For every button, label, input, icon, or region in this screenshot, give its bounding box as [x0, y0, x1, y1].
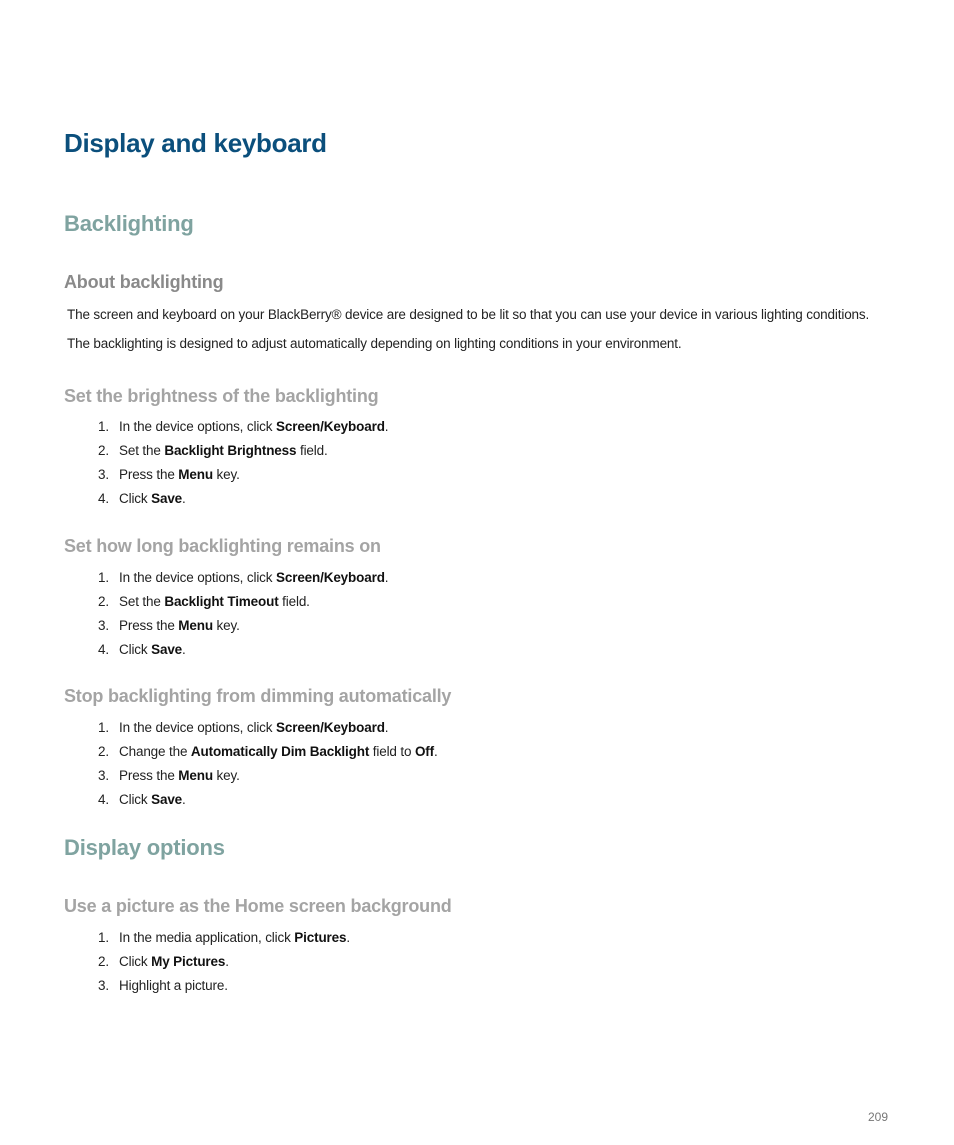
step-item — [64, 566, 388, 590]
step-number: 2. — [98, 744, 109, 759]
step-bold-term: Menu — [178, 618, 213, 633]
subheading-about-backlighting: About backlighting — [64, 272, 224, 292]
step-text-end: . — [182, 792, 186, 807]
step-bold-term: Menu — [178, 768, 213, 783]
step-text: Press the — [119, 618, 179, 633]
step-item — [64, 439, 388, 463]
step-text: Set the — [119, 443, 165, 458]
step-item — [64, 716, 438, 740]
step-number: 2. — [98, 954, 109, 969]
step-text-end: field. — [296, 443, 328, 458]
step-item — [64, 487, 388, 511]
section-heading-backlighting: Backlighting — [64, 211, 194, 236]
about-paragraph-1: The screen and keyboard on your BlackBerry® device are designed to be lit so that you can use your device in various lighting conditions. — [67, 307, 870, 322]
step-number: 3. — [98, 467, 109, 482]
step-text-end: . — [434, 744, 438, 759]
step-item — [64, 463, 388, 487]
step-text-end: . — [182, 642, 186, 657]
step-item — [64, 764, 438, 788]
step-bold-term-2: Off — [414, 744, 434, 759]
step-text-end: field. — [278, 594, 310, 609]
step-number: 4. — [98, 642, 109, 657]
step-text-mid: field to — [369, 744, 415, 759]
step-item — [64, 974, 350, 998]
step-number: 3. — [98, 618, 109, 633]
step-text: Click — [119, 642, 152, 657]
step-number: 1. — [98, 570, 109, 585]
step-bold-term: Screen/Keyboard — [276, 419, 385, 434]
step-number: 2. — [98, 443, 109, 458]
step-item — [64, 926, 350, 950]
steps-timeout — [64, 566, 388, 662]
step-text: Click — [119, 491, 152, 506]
step-text: Click — [119, 792, 152, 807]
step-number: 3. — [98, 978, 109, 993]
step-text-end: key. — [212, 618, 240, 633]
step-bold-term: Backlight Timeout — [164, 594, 279, 609]
step-number: 2. — [98, 594, 109, 609]
step-bold-term: Pictures — [294, 930, 347, 945]
step-text: Press the — [119, 768, 179, 783]
subheading-stop-dimming: Stop backlighting from dimming automatically — [64, 686, 452, 706]
step-item — [64, 415, 388, 439]
step-text-end: . — [384, 419, 389, 434]
step-text-end: . — [384, 570, 389, 585]
step-text: Set the — [119, 594, 165, 609]
step-text: Highlight a picture. — [119, 978, 228, 993]
step-bold-term: Save — [151, 792, 183, 807]
steps-home-screen-picture — [64, 926, 350, 998]
step-text-end: . — [384, 720, 389, 735]
step-number: 1. — [98, 419, 109, 434]
step-text: Click — [119, 954, 152, 969]
step-bold-term: Screen/Keyboard — [276, 720, 385, 735]
step-text: In the media application, click — [119, 930, 295, 945]
step-bold-term: Backlight Brightness — [164, 443, 297, 458]
step-number: 4. — [98, 491, 109, 506]
page-title: Display and keyboard — [64, 128, 327, 158]
step-bold-term: Save — [151, 642, 183, 657]
step-item — [64, 788, 438, 812]
step-text-end: . — [225, 954, 229, 969]
step-text: Change the — [119, 744, 191, 759]
section-heading-display-options: Display options — [64, 835, 225, 860]
step-text-end: . — [182, 491, 186, 506]
subheading-home-screen-picture: Use a picture as the Home screen background — [64, 896, 452, 916]
about-paragraph-2: The backlighting is designed to adjust automatically depending on lighting conditions in your environment. — [67, 336, 682, 351]
steps-brightness — [64, 415, 388, 511]
step-text-end: key. — [212, 467, 240, 482]
step-text-end: key. — [212, 768, 240, 783]
step-bold-term: Automatically Dim Backlight — [190, 744, 370, 759]
step-bold-term: My Pictures — [151, 954, 226, 969]
step-text-end: . — [346, 930, 350, 945]
step-bold-term: Save — [151, 491, 183, 506]
step-item — [64, 614, 388, 638]
step-text: In the device options, click — [119, 570, 276, 585]
step-item — [64, 638, 388, 662]
subheading-set-brightness: Set the brightness of the backlighting — [64, 386, 379, 406]
step-text: Press the — [119, 467, 179, 482]
step-item — [64, 740, 438, 764]
step-number: 4. — [98, 792, 109, 807]
page-number: 209 — [868, 1110, 889, 1124]
step-item — [64, 950, 350, 974]
step-number: 1. — [98, 930, 109, 945]
step-number: 3. — [98, 768, 109, 783]
step-text: In the device options, click — [119, 419, 276, 434]
step-item — [64, 590, 388, 614]
step-bold-term: Screen/Keyboard — [276, 570, 385, 585]
step-text: In the device options, click — [119, 720, 276, 735]
subheading-backlight-timeout: Set how long backlighting remains on — [64, 536, 381, 556]
steps-dimming — [64, 716, 438, 812]
step-number: 1. — [98, 720, 109, 735]
step-bold-term: Menu — [178, 467, 213, 482]
